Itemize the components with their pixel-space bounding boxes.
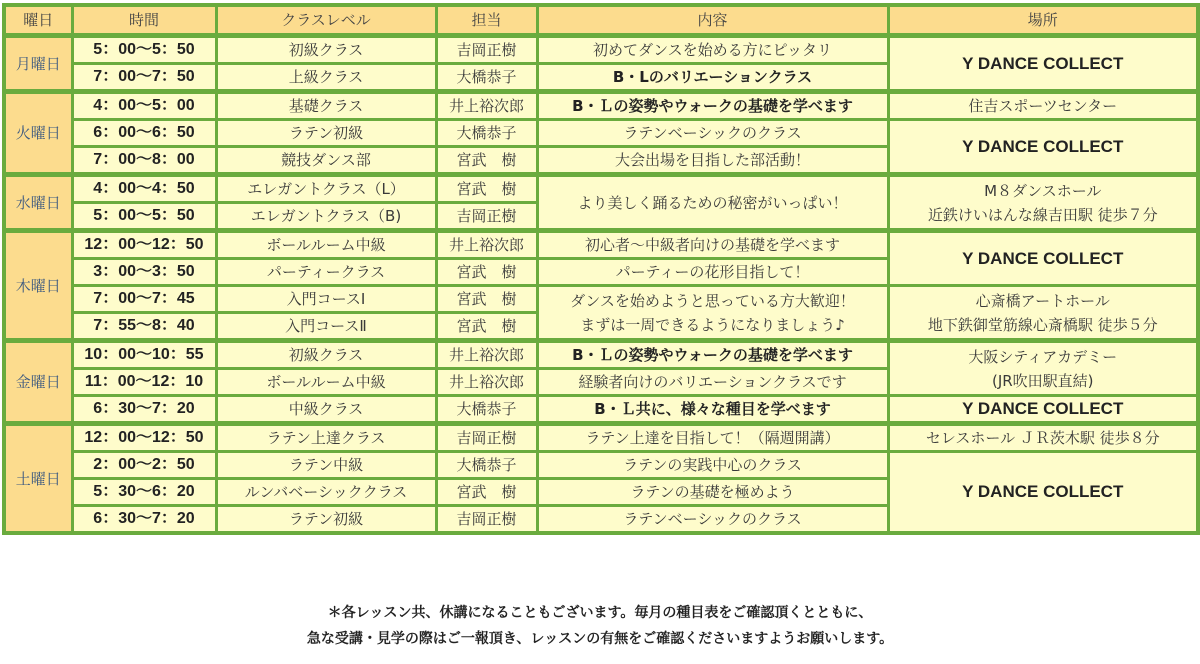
content-cell: ラテンベーシックのクラス [537, 506, 888, 534]
content-cell: ラテンベーシックのクラス [537, 120, 888, 147]
teacher-cell: 宮武 樹 [436, 479, 537, 506]
teacher-cell: 宮武 樹 [436, 259, 537, 286]
table-row [4, 175, 1198, 203]
time-cell: 3：00〜3：50 [72, 259, 216, 286]
table-row [4, 396, 1198, 424]
teacher-cell: 吉岡正樹 [436, 506, 537, 534]
teacher-cell: 井上裕次郎 [436, 92, 537, 120]
time-cell: 12：00〜12：50 [72, 424, 216, 452]
content-cell: ラテンの実践中心のクラス [537, 452, 888, 479]
header-day: 曜日 [4, 5, 72, 36]
time-cell: 7：00〜7：45 [72, 286, 216, 313]
venue-access: 近鉄けいはんな線吉田駅 徒歩７分 [927, 205, 1158, 224]
teacher-cell: 井上裕次郎 [436, 341, 537, 369]
day-monday: 月曜日 [4, 36, 72, 92]
time-cell: 5：00〜5：50 [72, 203, 216, 231]
content-cell: パーティーの花形目指して！ [537, 259, 888, 286]
lesson-schedule-table [2, 3, 1200, 535]
time-cell: 11：00〜12：10 [72, 369, 216, 396]
venue-name: M８ダンスホール [984, 181, 1102, 200]
header-content: 内容 [537, 5, 888, 36]
content-line: ダンスを始めようと思っている方大歓迎！ [570, 291, 855, 310]
class-cell: ラテン初級 [216, 120, 436, 147]
day-thursday: 木曜日 [4, 231, 72, 341]
class-cell: 上級クラス [216, 64, 436, 92]
venue-cell [888, 175, 1198, 231]
content-line: まずは一周できるようになりましょう♪ [580, 315, 845, 334]
teacher-cell: 井上裕次郎 [436, 231, 537, 259]
venue-cell: セレスホール ＪＲ茨木駅 徒歩８分 [888, 424, 1198, 452]
teacher-cell: 大橋恭子 [436, 120, 537, 147]
class-cell: エレガントクラス（L） [216, 175, 436, 203]
time-cell: 4：00〜4：50 [72, 175, 216, 203]
time-cell: 6：30〜7：20 [72, 396, 216, 424]
table-row [4, 36, 1198, 64]
table-row [4, 286, 1198, 313]
content-cell: B・Ｌの姿勢やウォークの基礎を学べます [537, 341, 888, 369]
header-time: 時間 [72, 5, 216, 36]
venue-cell: Y DANCE COLLECT [888, 231, 1198, 286]
class-cell: 競技ダンス部 [216, 147, 436, 175]
header-class-level: クラスレベル [216, 5, 436, 36]
time-cell: 6：00〜6：50 [72, 120, 216, 147]
venue-cell: Y DANCE COLLECT [888, 452, 1198, 534]
teacher-cell: 大橋恭子 [436, 64, 537, 92]
venue-access: (JR吹田駅直結) [991, 371, 1094, 390]
footnote-line-2: 急な受講・見学の際はご一報頂き、レッスンの有無をご確認くださいますようお願いします。 [306, 631, 894, 647]
venue-name: 大阪シティアカデミー [968, 347, 1118, 366]
content-cell: 経験者向けのバリエーションクラスです [537, 369, 888, 396]
footnote-line-1: ＊各レッスン共、休講になることもございます。毎月の種目表をご確認頂くとともに、 [327, 605, 873, 621]
teacher-cell: 宮武 樹 [436, 286, 537, 313]
content-cell: 大会出場を目指した部活動！ [537, 147, 888, 175]
day-wednesday: 水曜日 [4, 175, 72, 231]
footnote [0, 600, 1200, 652]
day-friday: 金曜日 [4, 341, 72, 424]
table-row [4, 424, 1198, 452]
class-cell: 初級クラス [216, 36, 436, 64]
time-cell: 4：00〜5：00 [72, 92, 216, 120]
time-cell: 6：30〜7：20 [72, 506, 216, 534]
time-cell: 5：30〜6：20 [72, 479, 216, 506]
time-cell: 5：00〜5：50 [72, 36, 216, 64]
header-teacher: 担当 [436, 5, 537, 36]
teacher-cell: 吉岡正樹 [436, 203, 537, 231]
teacher-cell: 大橋恭子 [436, 452, 537, 479]
content-cell: B・Lのバリエーションクラス [537, 64, 888, 92]
time-cell: 10：00〜10：55 [72, 341, 216, 369]
venue-cell: Y DANCE COLLECT [888, 36, 1198, 92]
venue-cell: 住吉スポーツセンター [888, 92, 1198, 120]
venue-name: 心斎橋アートホール [975, 291, 1110, 310]
class-cell: ボールルーム中級 [216, 369, 436, 396]
content-cell: ラテンの基礎を極めよう [537, 479, 888, 506]
venue-cell [888, 341, 1198, 396]
venue-access: 地下鉄御堂筋線心斎橋駅 徒歩５分 [927, 315, 1158, 334]
class-cell: 入門コースⅡ [216, 313, 436, 341]
teacher-cell: 井上裕次郎 [436, 369, 537, 396]
table-row [4, 231, 1198, 259]
table-row [4, 452, 1198, 479]
time-cell: 2：00〜2：50 [72, 452, 216, 479]
time-cell: 12：00〜12：50 [72, 231, 216, 259]
class-cell: ボールルーム中級 [216, 231, 436, 259]
header-row [4, 5, 1198, 36]
teacher-cell: 吉岡正樹 [436, 424, 537, 452]
teacher-cell: 宮武 樹 [436, 147, 537, 175]
class-cell: 基礎クラス [216, 92, 436, 120]
time-cell: 7：00〜7：50 [72, 64, 216, 92]
time-cell: 7：55〜8：40 [72, 313, 216, 341]
class-cell: 初級クラス [216, 341, 436, 369]
class-cell: パーティークラス [216, 259, 436, 286]
day-tuesday: 火曜日 [4, 92, 72, 175]
class-cell: ラテン初級 [216, 506, 436, 534]
content-cell: より美しく踊るための秘密がいっぱい！ [537, 175, 888, 231]
class-cell: ルンバベーシッククラス [216, 479, 436, 506]
venue-cell: Y DANCE COLLECT [888, 120, 1198, 175]
content-cell: 初めてダンスを始める方にピッタリ [537, 36, 888, 64]
time-cell: 7：00〜8：00 [72, 147, 216, 175]
content-cell [537, 286, 888, 341]
content-cell: ラテン上達を目指して！（隔週開講） [537, 424, 888, 452]
venue-cell [888, 286, 1198, 341]
content-cell: 初心者〜中級者向けの基礎を学べます [537, 231, 888, 259]
teacher-cell: 大橋恭子 [436, 396, 537, 424]
teacher-cell: 吉岡正樹 [436, 36, 537, 64]
day-saturday: 土曜日 [4, 424, 72, 534]
class-cell: 入門コースⅠ [216, 286, 436, 313]
table-row [4, 341, 1198, 369]
content-cell: B・Ｌ共に、様々な種目を学べます [537, 396, 888, 424]
class-cell: 中級クラス [216, 396, 436, 424]
teacher-cell: 宮武 樹 [436, 175, 537, 203]
class-cell: ラテン中級 [216, 452, 436, 479]
class-cell: エレガントクラス（B) [216, 203, 436, 231]
header-venue: 場所 [888, 5, 1198, 36]
table-row [4, 92, 1198, 120]
class-cell: ラテン上達クラス [216, 424, 436, 452]
teacher-cell: 宮武 樹 [436, 313, 537, 341]
venue-cell: Y DANCE COLLECT [888, 396, 1198, 424]
table-row [4, 120, 1198, 147]
content-cell: B・Ｌの姿勢やウォークの基礎を学べます [537, 92, 888, 120]
